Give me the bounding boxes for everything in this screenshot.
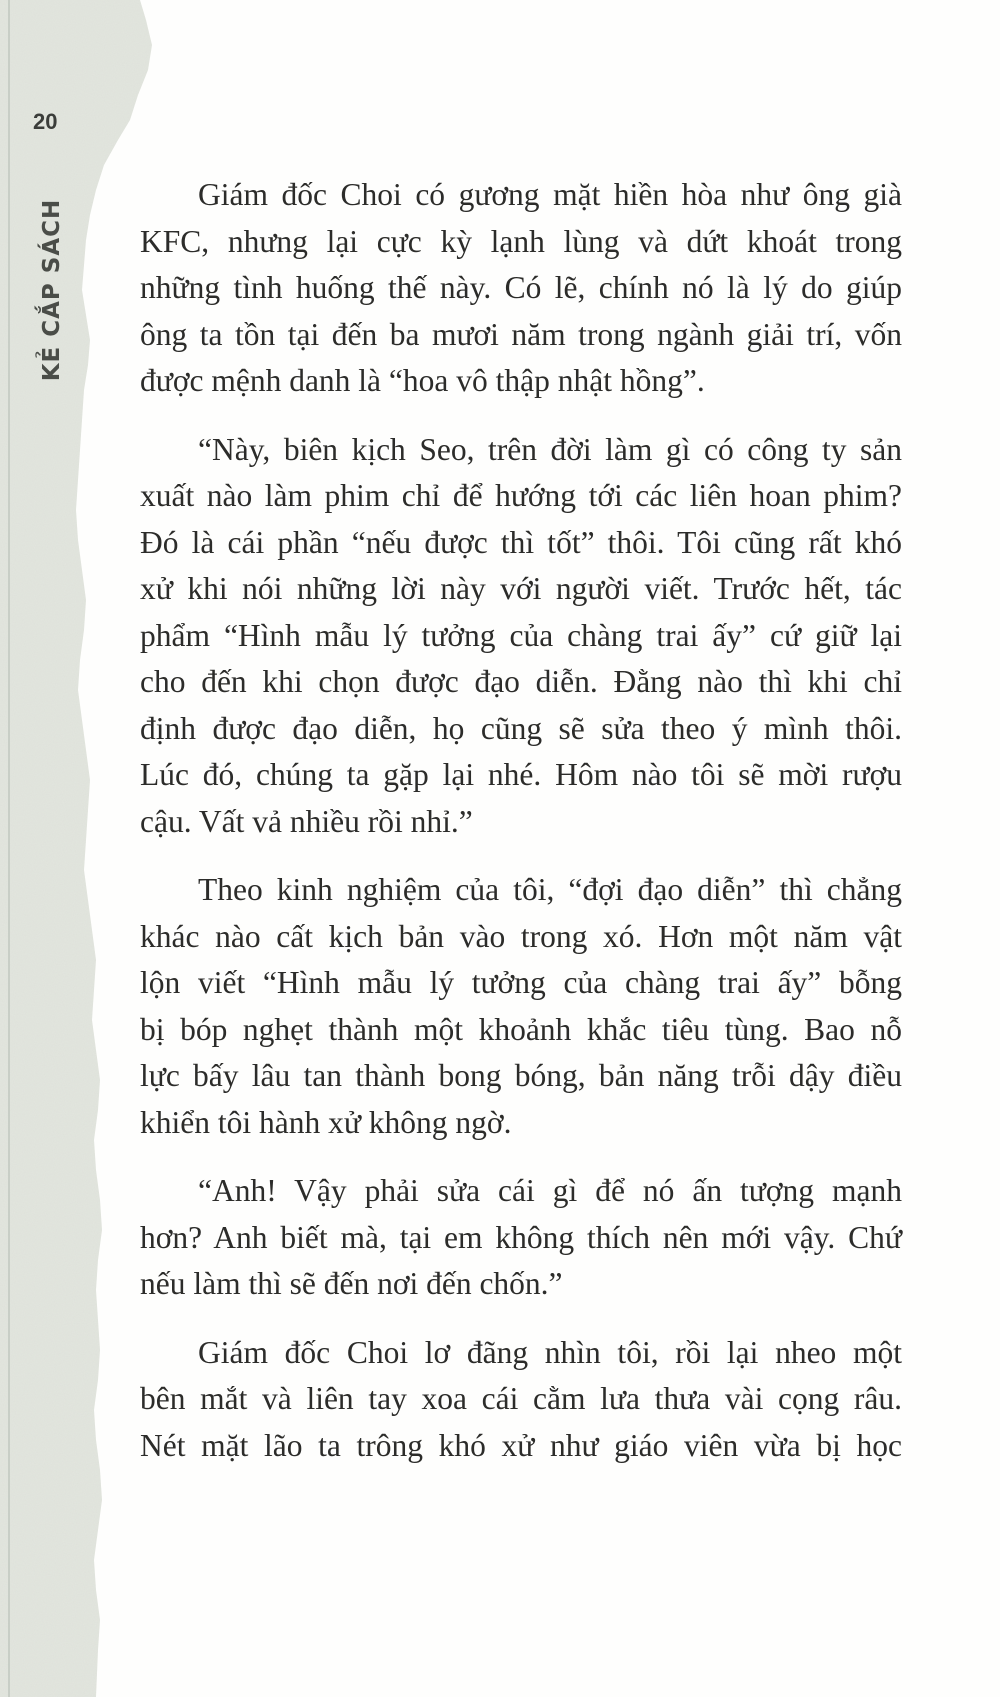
text-line: cậu. Vất vả nhiều rồi nhỉ.” — [140, 803, 473, 839]
paragraph — [140, 1330, 902, 1470]
text-line: xử khi nói những lời này với người viết. Trước hết, tác — [140, 571, 902, 606]
running-title: KẺ CẮP SÁCH — [39, 198, 65, 382]
text-line: định được đạo diễn, họ cũng sẽ sửa theo ý mình thôi. — [140, 710, 902, 746]
text-line: phẩm “Hình mẫu lý tưởng của chàng trai ấy” cứ giữ lại — [140, 617, 902, 653]
paragraph — [140, 1168, 902, 1308]
text-line: cho đến khi chọn được đạo diễn. Đằng nào thì khi chỉ — [140, 664, 902, 699]
torn-paper-margin — [0, 0, 160, 1697]
text-line: những tình huống thế này. Có lẽ, chính nó là lý do giúp — [140, 270, 902, 305]
text-line: khác nào cất kịch bản vào trong xó. Hơn một năm vật — [140, 918, 902, 954]
text-line: khiển tôi hành xử không ngờ. — [140, 1104, 512, 1140]
paragraph — [140, 867, 902, 1146]
text-line: bên mắt và liên tay xoa cái cằm lưa thưa vài cọng râu. — [140, 1381, 902, 1416]
text-line: Đó là cái phần “nếu được thì tốt” thôi. Tôi cũng rất khó — [140, 524, 902, 560]
paragraph — [140, 172, 902, 405]
text-line: được mệnh danh là “hoa vô thập nhật hồng”. — [140, 363, 705, 398]
text-line: Theo kinh nghiệm của tôi, “đợi đạo diễn” thì chẳng — [198, 872, 902, 907]
paragraph — [140, 427, 902, 846]
torn-edge-shape — [0, 0, 160, 1697]
text-line: xuất nào làm phim chỉ để hướng tới các liên hoan phim? — [140, 478, 902, 513]
text-line: lộn viết “Hình mẫu lý tưởng của chàng trai ấy” bỗng — [140, 965, 902, 1000]
spine-shadow — [8, 0, 10, 1697]
body-text — [140, 172, 902, 1491]
text-line: “Anh! Vậy phải sửa cái gì để nó ấn tượng mạnh — [198, 1173, 902, 1208]
text-line: bị bóp nghẹt thành một khoảnh khắc tiêu tùng. Bao nỗ — [140, 1011, 902, 1047]
page-number: 20 — [33, 109, 58, 134]
text-line: Nét mặt lão ta trông khó xử như giáo viên vừa bị học — [140, 1427, 902, 1463]
text-line: Giám đốc Choi có gương mặt hiền hòa như ông già — [198, 177, 902, 212]
text-line: lực bấy lâu tan thành bong bóng, bản năng trỗi dậy điều — [140, 1058, 902, 1093]
text-line: ông ta tồn tại đến ba mươi năm trong ngành giải trí, vốn — [140, 316, 902, 352]
text-line: Giám đốc Choi lơ đãng nhìn tôi, rồi lại nheo một — [198, 1334, 902, 1370]
text-line: nếu làm thì sẽ đến nơi đến chốn.” — [140, 1266, 563, 1301]
text-line: KFC, nhưng lại cực kỳ lạnh lùng và dứt khoát trong — [140, 223, 902, 259]
text-line: hơn? Anh biết mà, tại em không thích nên mới vậy. Chứ — [140, 1219, 902, 1255]
text-line: Lúc đó, chúng ta gặp lại nhé. Hôm nào tôi sẽ mời rượu — [140, 757, 902, 792]
text-line: “Này, biên kịch Seo, trên đời làm gì có công ty sản — [198, 431, 902, 467]
